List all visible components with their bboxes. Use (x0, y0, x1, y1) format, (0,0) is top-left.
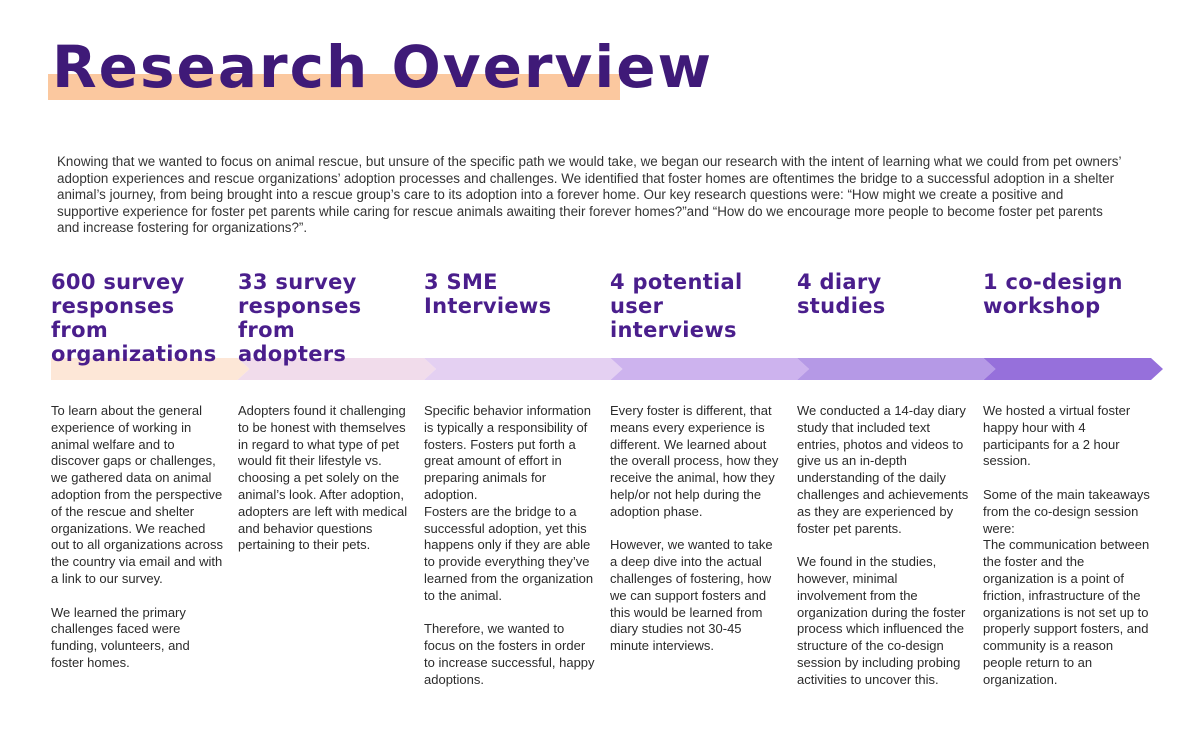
column-heading: 33 survey responses from adopters (238, 270, 362, 366)
arrow-segment-3 (424, 358, 623, 380)
column-sme-interviews (424, 270, 596, 687)
column-heading: 1 co-design workshop (983, 270, 1123, 318)
column-organization-surveys (51, 270, 223, 670)
column-user-interviews (610, 270, 782, 654)
column-heading: 4 potential user interviews (610, 270, 743, 342)
arrow-segment-5 (797, 358, 996, 380)
column-body: Specific behavior information is typically a responsibility of fosters. Fosters put forth a great amount of effort in preparing animals for adoption. Fosters are the bridge to a successful adoption, yet this happens only if they are able to provide everything they’ve learned from the organization to the animal. Therefore, we wanted to focus on the fosters in order to increase successful, happy adoptions. (424, 403, 595, 687)
arrow-segment-4 (611, 358, 810, 380)
title-block (48, 28, 714, 108)
column-diary-studies (797, 270, 969, 687)
column-heading: 600 survey responses from organizations (51, 270, 217, 366)
intro-paragraph: Knowing that we wanted to focus on animal rescue, but unsure of the specific path we would take, we began our research with the intent of learning what we could from pet owners’ adoption experiences and rescue organizations’ adoption processes and challenges. We identified that foster homes are oftentimes the bridge to a successful adoption in a shelter animal’s journey, from being brought into a rescue group’s care to its adoption into a forever home. Our key research questions were: “How might we create a positive and supportive experience for foster pet parents while caring for rescue animals awaiting their forever homes?”and “How do we encourage more people to become foster pet parents and increase fostering for organizations?”. (57, 154, 1121, 236)
arrow-segment-6 (984, 358, 1164, 380)
column-body: We conducted a 14-day diary study that included text entries, photos and videos to give us an in-depth understanding of the daily challenges and achievements as they are experienced by foster pet parents. We found in the studies, however, minimal involvement from the organization during the foster process which influenced the structure of the co-design session by including probing activities to uncover this. (797, 403, 969, 687)
page-title: Research Overview (52, 33, 714, 101)
column-adopter-surveys (238, 270, 410, 553)
column-co-design-workshop (983, 270, 1155, 687)
column-body: To learn about the general experience of working in animal welfare and to discover gaps or challenges, we gathered data on animal adoption from the perspective of the rescue and shelter organizations. We reached out to all organizations across the country via email and with a link to our survey. We learned the primary challenges faced were funding, volunteers, and foster homes. (51, 403, 223, 670)
column-body: Adopters found it challenging to be honest with themselves in regard to what type of pet would fit their lifestyle vs. choosing a pet solely on the animal’s look. After adoption, adopters are left with medical and behavior questions pertaining to their pets. (238, 403, 408, 553)
column-heading: 4 diary studies (797, 270, 886, 318)
column-heading: 3 SME Interviews (424, 270, 552, 318)
column-body: Every foster is different, that means every experience is different. We learned about the overall process, how they receive the animal, how they help/or not help during the adoption phase. However, we wanted to take a deep dive into the actual challenges of fostering, how we can support fosters and this would be learned from diary studies not 30-45 minute interviews. (610, 403, 779, 654)
column-body: We hosted a virtual foster happy hour with 4 participants for a 2 hour session. Some of the main takeaways from the co-design session were: The communication between the foster and the organization is a point of friction, infrastructure of the organizations is not set up to properly support fosters, and community is a reason people return to an organization. (983, 403, 1150, 687)
